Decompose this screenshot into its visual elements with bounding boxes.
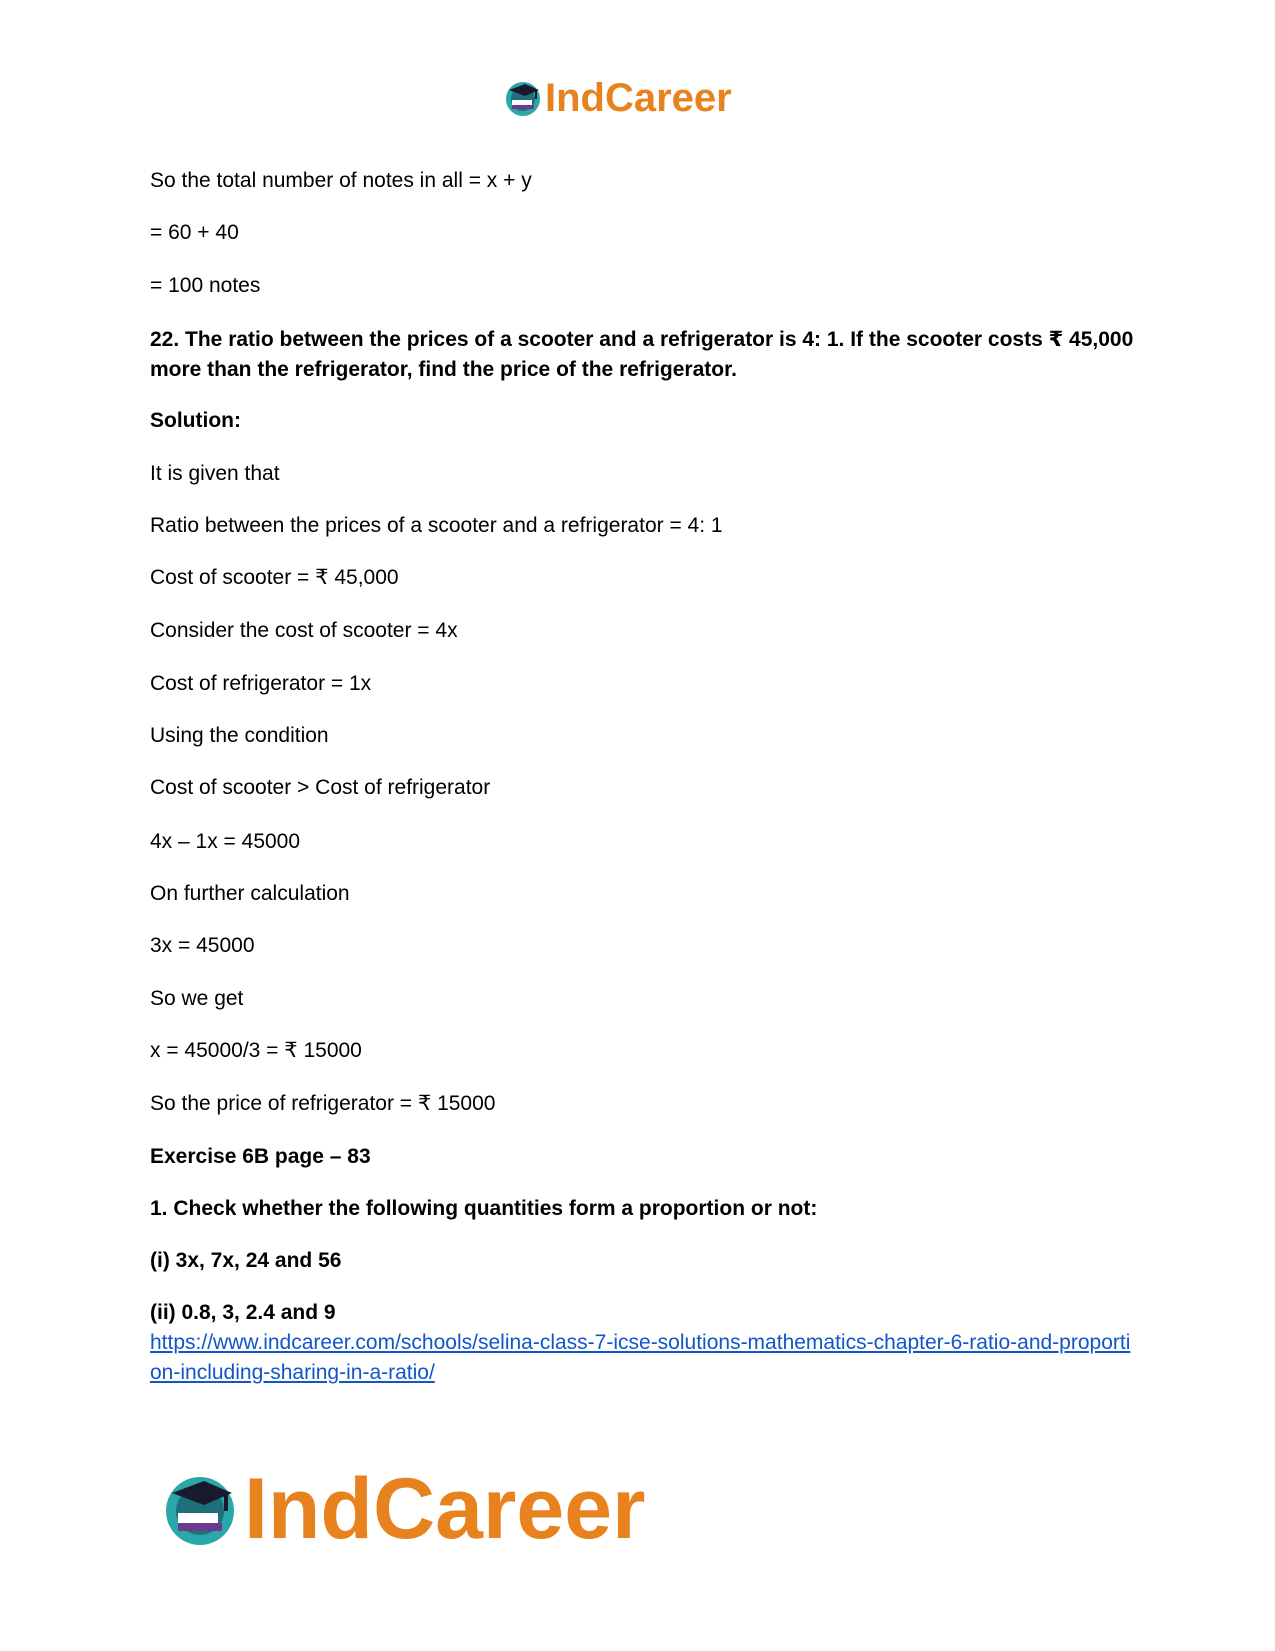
solution-line: Using the condition: [150, 724, 329, 747]
solution-line: Cost of scooter = ₹ 45,000: [150, 566, 399, 589]
solution-heading: Solution:: [150, 409, 241, 432]
exercise-heading: Exercise 6B page – 83: [150, 1145, 371, 1168]
graduation-cap-globe-icon: [160, 1469, 240, 1549]
logo-wordmark: IndCareer: [545, 76, 732, 120]
solution-line: Cost of refrigerator = 1x: [150, 672, 372, 695]
logo-wordmark: IndCareer: [244, 1461, 646, 1557]
solution-line: On further calculation: [150, 882, 350, 905]
footer-logo: [160, 1461, 646, 1557]
solution-line: 4x – 1x = 45000: [150, 830, 301, 853]
solution-line: It is given that: [150, 462, 280, 485]
question-1-part-ii: (ii) 0.8, 3, 2.4 and 9: [150, 1301, 336, 1324]
solution-line: Ratio between the prices of a scooter and a refrigerator = 4: 1: [150, 514, 723, 537]
solution-line: Cost of scooter > Cost of refrigerator: [150, 776, 491, 799]
solution-line: 3x = 45000: [150, 934, 255, 957]
text-line: So the total number of notes in all = x + y: [150, 169, 532, 192]
text-line: = 100 notes: [150, 274, 261, 297]
question-22: 22. The ratio between the prices of a scooter and a refrigerator is 4: 1. If the scooter costs ₹ 45,000 more than the refrigerator, find the price of the refrigerator.: [150, 328, 1134, 381]
solution-line: x = 45000/3 = ₹ 15000: [150, 1039, 362, 1062]
footer-source-link[interactable]: https://www.indcareer.com/schools/selina-class-7-icse-solutions-mathematics-chapter-6-ratio-and-proportion-including-sharing-in-a-ratio/: [150, 1331, 1131, 1384]
question-1-part-i: (i) 3x, 7x, 24 and 56: [150, 1249, 342, 1272]
solution-line: So the price of refrigerator = ₹ 15000: [150, 1092, 496, 1115]
graduation-cap-globe-icon: [503, 78, 543, 118]
solution-line: So we get: [150, 987, 244, 1010]
question-1: 1. Check whether the following quantities form a proportion or not:: [150, 1197, 818, 1220]
text-line: = 60 + 40: [150, 221, 239, 244]
solution-line: Consider the cost of scooter = 4x: [150, 619, 458, 642]
header-logo: [503, 78, 732, 118]
